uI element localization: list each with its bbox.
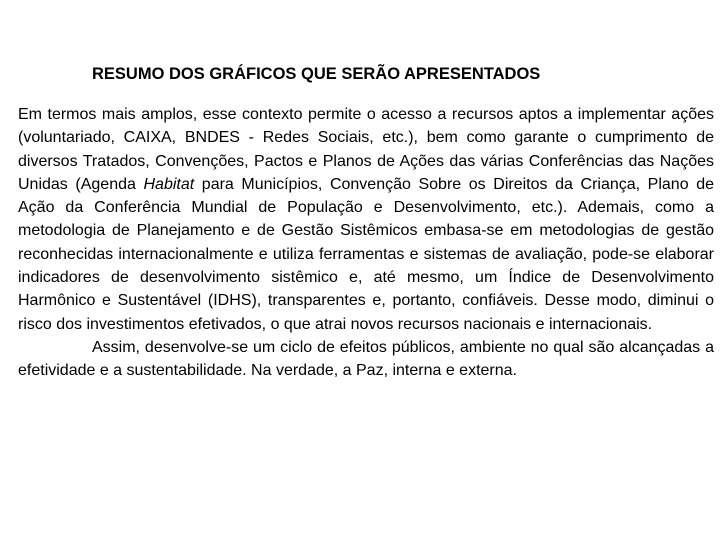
paragraph-1-italic-term: Habitat xyxy=(143,175,195,193)
paragraph-1-text-start: Em termos mais amplos, esse contexto permite o acesso a recursos aptos a implementar ações (voluntariado, CAIXA, BNDES - Redes Sociais, etc.), bem como garante o cumprimento de diversos Tratados, Convenções, Pactos e Planos de Ações das várias Conferências das Nações Unidas (Agenda xyxy=(18,106,714,193)
paragraph-1-text-end: para Municípios, Convenção Sobre os Direitos da Criança, Plano de Ação da Conferência Mundial de População e Desenvolvimento, etc.). Ademais, como a metodologia de Planejamento e de Gestão Sistêmicos embasa-se em metodologias de gestão reconhecidas internacionalmente e utiliza ferramentas e sistemas de avaliação, pode-se elaborar indicadores de desenvolvimento sistêmico e, até mesmo, um Índice de Desenvolvimento Harmônico e Sustentável (IDHS), transparentes e, portanto, confiáveis. Desse modo, diminui o risco dos investimentos efetivados, o que atrai novos recursos nacionais e internacionais. xyxy=(18,175,715,333)
paragraph-1 xyxy=(18,103,714,336)
paragraph-2: Assim, desenvolve-se um ciclo de efeitos públicos, ambiente no qual são alcançadas a efetividade e a sustentabilidade. Na verdade, a Paz, interna e externa. xyxy=(18,338,714,380)
document-title: RESUMO DOS GRÁFICOS QUE SERÃO APRESENTADOS xyxy=(92,65,541,83)
document-body xyxy=(18,103,714,383)
